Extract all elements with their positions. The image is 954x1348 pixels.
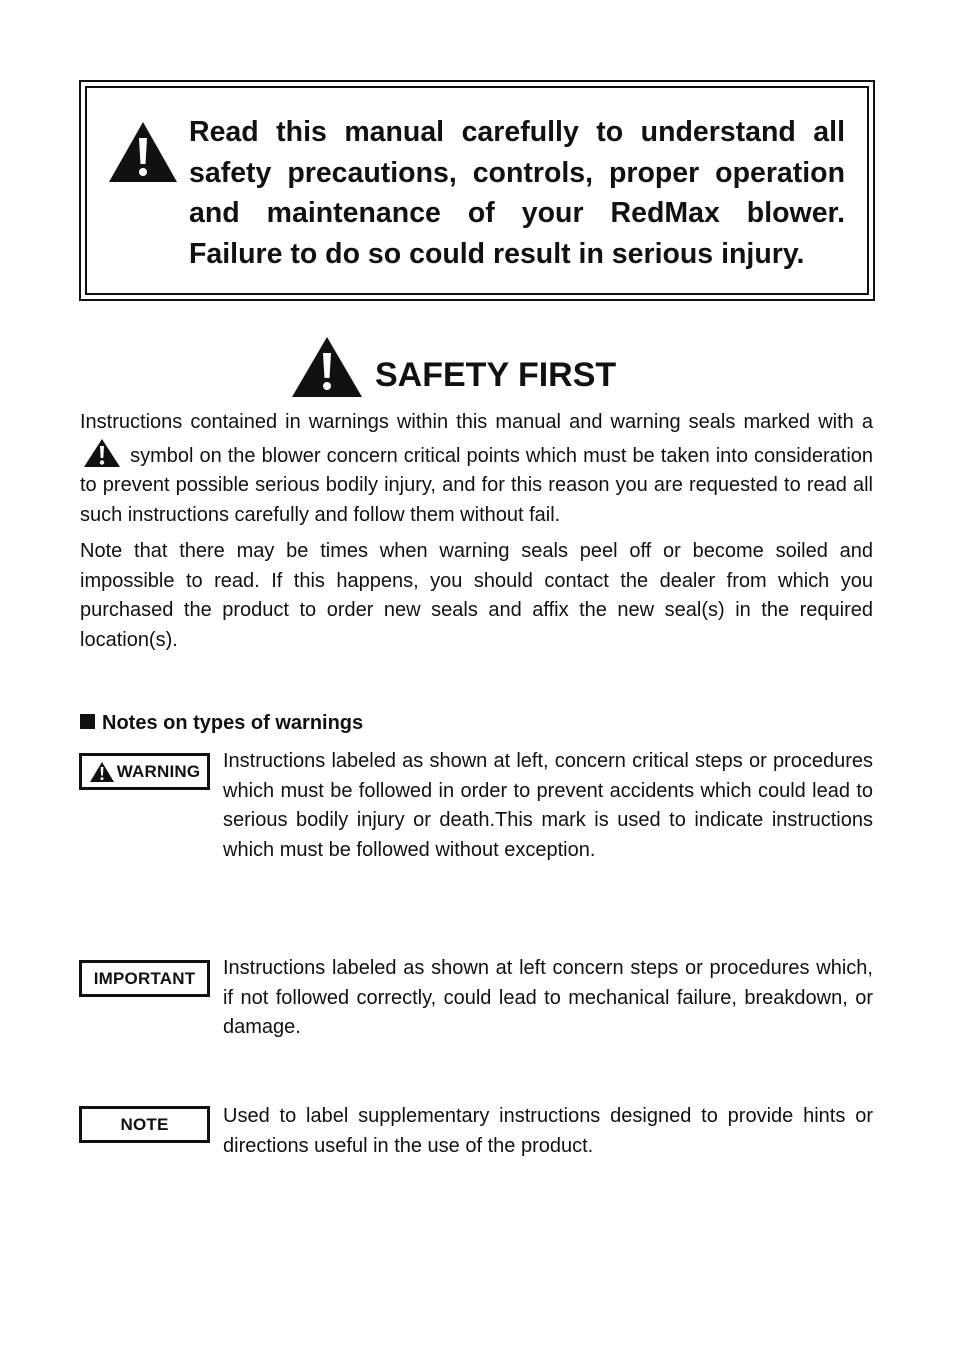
section-heading: [80, 709, 363, 737]
intro-paragraph: [80, 408, 873, 530]
intro-text-after-icon: symbol on the blower concern critical points which must be taken into consideration to prevent possible serious bodily injury, and for this reason you are requested to read all such instructions carefully and follow them without fail.: [80, 444, 874, 526]
exclamation-triangle-icon: [107, 120, 179, 184]
intro-text-before-icon: Instructions contained in warnings within this manual and warning seals marked with a: [80, 411, 873, 433]
exclamation-triangle-icon: [89, 761, 115, 783]
page-title: [291, 336, 616, 398]
seal-note-paragraph: Note that there may be times when warning seals peel off or become soiled and impossible to read. If this happens, you should contact the dealer from which you purchased the product to order new seals and affix the new seal(s) in the required location(s).: [80, 540, 873, 651]
important-description: Instructions labeled as shown at left concern steps or procedures which, if not followed correctly, could lead to mechanical failure, breakdown, or damage.: [223, 957, 873, 1038]
top-warning-text: Read this manual carefully to understand all safety precautions, controls, proper operation and maintenance of your RedMax blower. Failure to do so could result in serious injury.: [189, 116, 845, 270]
top-warning-box: [79, 80, 875, 301]
exclamation-triangle-icon: [291, 336, 363, 398]
exclamation-triangle-icon: [83, 438, 121, 468]
top-warning-inner-border: [85, 86, 869, 295]
section-heading-text: Notes on types of warnings: [102, 712, 364, 734]
square-bullet-icon: [80, 714, 95, 729]
page-title-text: SAFETY FIRST: [375, 356, 617, 394]
warning-label: [79, 753, 210, 790]
important-label: [79, 960, 210, 997]
important-label-text: IMPORTANT: [93, 968, 196, 988]
note-label: [79, 1106, 210, 1143]
warning-description: Instructions labeled as shown at left, concern critical steps or procedures which must be followed in order to prevent accidents which could lead to serious bodily injury or death.This mark is used to indicate instructions which must be followed without exception.: [223, 750, 873, 861]
warning-label-text: WARNING: [116, 761, 201, 781]
note-label-text: NOTE: [120, 1114, 169, 1134]
note-description: Used to label supplementary instructions designed to provide hints or directions useful in the use of the product.: [223, 1105, 873, 1157]
